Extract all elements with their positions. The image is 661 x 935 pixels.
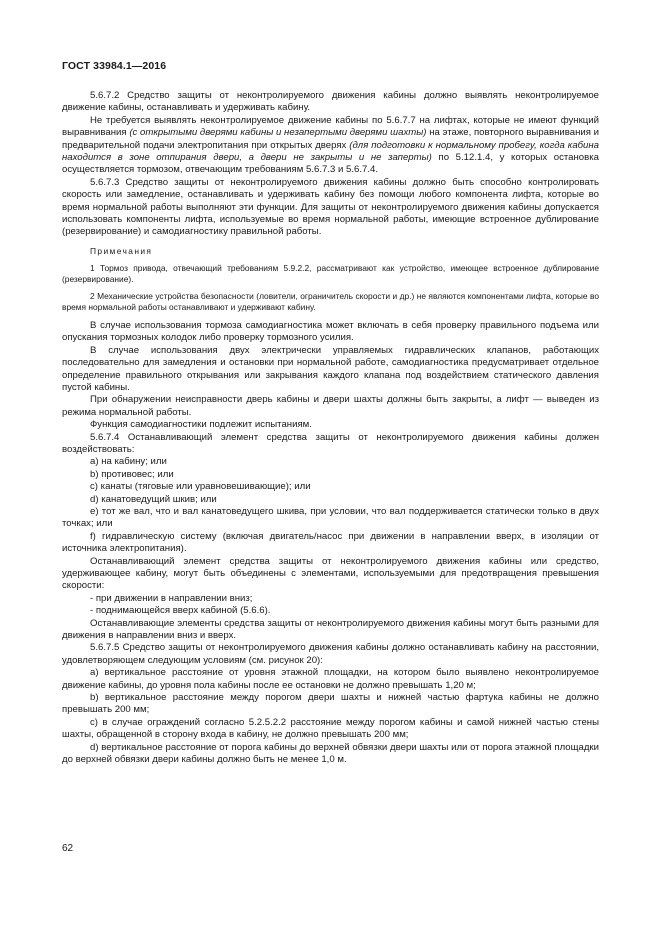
paragraph-5-6-7-4: 5.6.7.4 Останавливающий элемент средства защиты от неконтролируемого движения кабины должен воздействовать: xyxy=(62,431,599,455)
paragraph-different-elements: Останавливающие элементы средства защиты от неконтролируемого движения кабины могут быть разными для движения в направлении вниз и вверх. xyxy=(62,617,599,642)
dash-item-down: - при движении в направлении вниз; xyxy=(90,592,253,604)
self-diagnosis-section xyxy=(62,320,599,767)
notes-block xyxy=(62,246,599,313)
paragraph-fault: При обнаружении неисправности дверь кабины и двери шахты должны быть закрыты, а лифт — выведен из режима нормальной работы. xyxy=(62,394,599,418)
page-number: 62 xyxy=(62,843,74,854)
condition-c: c) в случае ограждений согласно 5.2.5.2.2 расстояние между порогом кабины и самой нижней частью стены шахты, обращенной в сторону входа в кабину, не должно превышать 200 мм; xyxy=(62,716,599,741)
condition-a: a) вертикальное расстояние от уровня этажной площадки, на котором было выявлено неконтролируемое движение кабины, до уровня пола кабины после ее остановки не должно превышать 1,20 м; xyxy=(62,667,599,691)
paragraph-testing: Функция самодиагностики подлежит испытаниям. xyxy=(90,419,312,431)
list-item-f: f) гидравлическую систему (включая двигатель/насос при движении в направлении вверх, в изоляции от источника электропитания). xyxy=(62,530,599,555)
condition-d: d) вертикальное расстояние от порога кабины до верхней обвязки двери шахты или от порога этажной площадки до верхней обвязки двери кабины должно быть не менее 1,0 м. xyxy=(62,741,599,766)
paragraph-brake-diagnosis: В случае использования тормоза самодиагностика может включать в себя проверку правильного подъема или опускания тормозных колодок либо проверку тормозного усилия. xyxy=(62,319,599,344)
list-item-d: d) канатоведущий шкив; или xyxy=(90,493,217,505)
paragraph-valve-diagnosis: В случае использования двух электрически управляемых гидравлических клапанов, работающих последовательно для замедления и остановки при нормальной работе, самодиагностика предусматривает отдельное определение правильного открывания или закрывания каждого клапана под воздействием статического давления пустой кабины. xyxy=(62,344,599,393)
note-2: 2 Механические устройства безопасности (ловители, ограничитель скорости и др.) не являются компонентами лифта, которые во время нормальной работы останавливают и удерживают кабину. xyxy=(62,290,599,312)
paragraph-5-6-7-3: 5.6.7.3 Средство защиты от неконтролируемого движения кабины должно быть способно контролировать скорость или замедление, останавливать и удерживать кабину без помощи любого компонента лифта, которые во время нормальной работы выполняют эти функции. Для защиты от неконтролируемого движения кабины допускается использовать компоненты лифта, используемые во время нормальной работы, имеющие встроенное дублирование (резервирование) и самодиагностику правильной работы. xyxy=(62,176,599,238)
notes-title: Примечания xyxy=(90,245,153,256)
list-item-a: a) на кабину; или xyxy=(90,456,167,468)
paragraph-exemption: Не требуется выявлять неконтролируемое движение кабины по 5.6.7.7 на лифтах, которые не имеют функций выравнивания (с открытыми дверями кабины и незапертыми дверями шахты) на этаже, повторного выравнивания и предварительной подачи электропитания при открытых дверях (для подготовки к нормальному пробегу, когда кабина находится в зоне отпирания двери, а двери не закрыты и не заперты) по 5.12.1.4, у которых остановка осуществляется тормозом, отвечающим требованиям 5.6.7.3 и 5.6.7.4. xyxy=(62,114,599,176)
paragraph-combined-elements: Останавливающий элемент средства защиты от неконтролируемого движения кабины или средство, удерживающее кабину, могут быть объединены с элементами, используемыми для предотвращения превышения скорости: xyxy=(62,555,599,592)
dash-item-up: - поднимающейся вверх кабиной (5.6.6). xyxy=(90,605,271,617)
list-item-b: b) противовес; или xyxy=(90,468,174,480)
paragraph-5-6-7-2: 5.6.7.2 Средство защиты от неконтролируемого движения кабины должно выявлять неконтролируемое движение кабины, останавливать и удерживать кабину. xyxy=(62,90,599,114)
list-item-c: c) канаты (тяговые или уравновешивающие); или xyxy=(90,481,311,493)
note-1: 1 Тормоз привода, отвечающий требованиям 5.9.2.2, рассматривают как устройство, имеющее встроенное дублирование (резервирование). xyxy=(62,262,599,284)
document-body xyxy=(62,90,599,767)
paragraph-5-6-7-5: 5.6.7.5 Средство защиты от неконтролируемого движения кабины должно останавливать кабину на расстоянии, удовлетворяющем следующим условиям (см. рисунок 20): xyxy=(62,642,599,666)
list-item-e: e) тот же вал, что и вал канатоведущего шкива, при условии, что вал поддерживается статически только в двух точках; или xyxy=(62,505,599,530)
standard-header: ГОСТ 33984.1—2016 xyxy=(62,60,167,72)
condition-b: b) вертикальное расстояние между порогом двери шахты и нижней частью фартука кабины не должно превышать 200 мм; xyxy=(62,692,599,716)
